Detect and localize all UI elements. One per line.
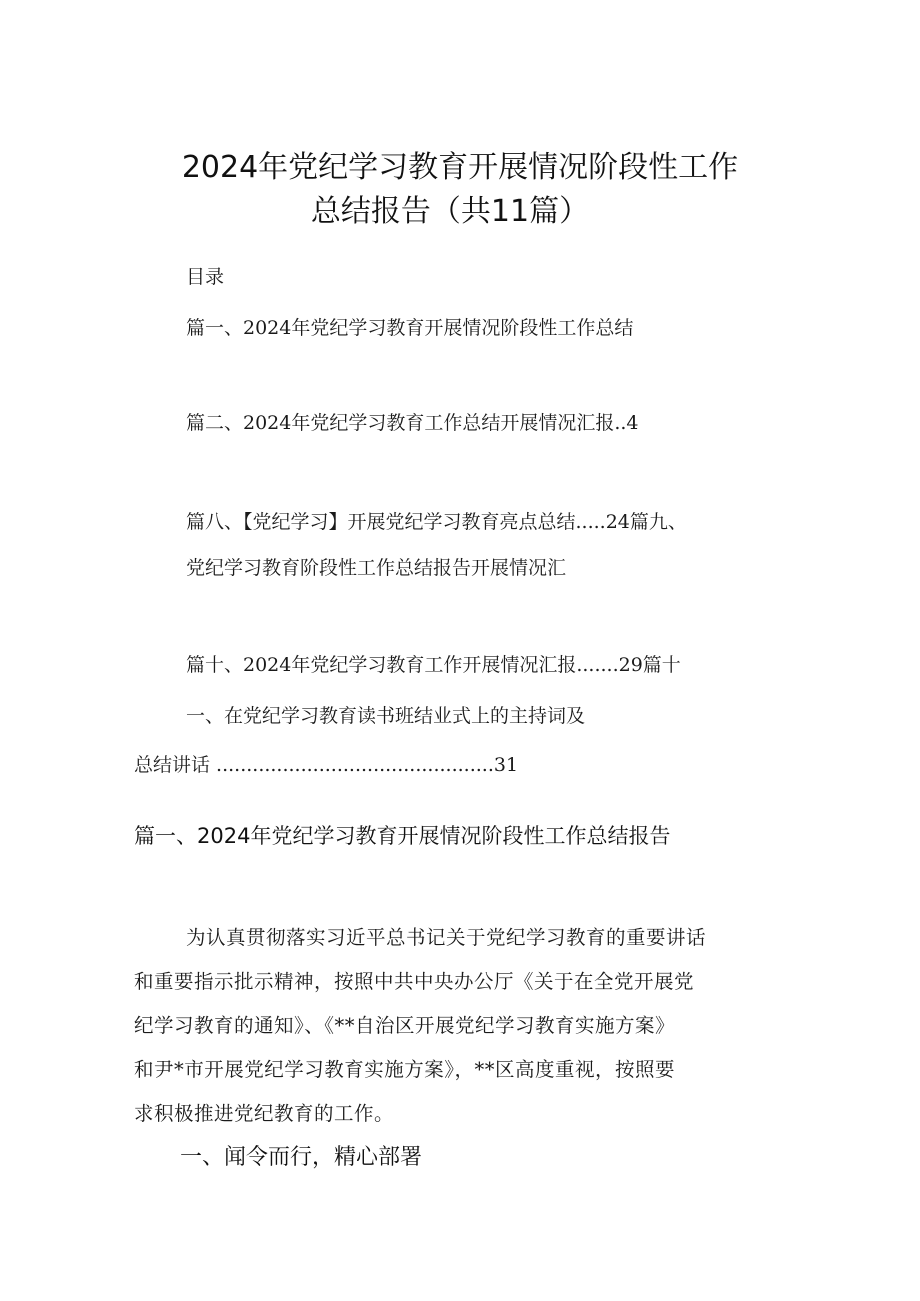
toc-entry: 篇一、2024年党纪学习教育开展情况阶段性工作总结 (186, 317, 634, 339)
body-paragraph-line: 为认真贯彻落实习近平总书记关于党纪学习教育的重要讲话 (186, 926, 707, 949)
toc-entry: 篇八、【党纪学习】开展党纪学习教育亮点总结.....24篇九、 (186, 511, 687, 533)
toc-entry: 一、在党纪学习教育读书班结业式上的主持词及 (186, 705, 586, 727)
toc-entry: 篇二、2024年党纪学习教育工作总结开展情况汇报..4 (186, 412, 639, 434)
document-title-line-2: 总结报告（共11篇） (310, 194, 590, 229)
body-paragraph-line: 求积极推进党纪教育的工作。 (134, 1102, 395, 1125)
document-title-line-1: 2024年党纪学习教育开展情况阶段性工作 (181, 150, 739, 185)
toc-entry: 篇十、2024年党纪学习教育工作开展情况汇报.......29篇十 (186, 654, 681, 676)
toc-entry: 党纪学习教育阶段性工作总结报告开展情况汇 (186, 557, 567, 579)
body-paragraph-line: 和重要指示批示精神，按照中共中央办公厅《关于在全党开展党 (134, 970, 695, 993)
body-paragraph-line: 纪学习教育的通知》、《**自治区开展党纪学习教育实施方案》 (134, 1014, 676, 1037)
body-paragraph-line: 和尹*市开展党纪学习教育实施方案》，**区高度重视，按照要 (134, 1058, 676, 1081)
toc-entry: 总结讲话 ..............................................31 (134, 754, 519, 776)
subsection-heading: 一、闻令而行，精心部署 (180, 1145, 423, 1170)
toc-header: 目录 (186, 266, 225, 288)
section-heading: 篇一、2024年党纪学习教育开展情况阶段性工作总结报告 (134, 824, 671, 848)
